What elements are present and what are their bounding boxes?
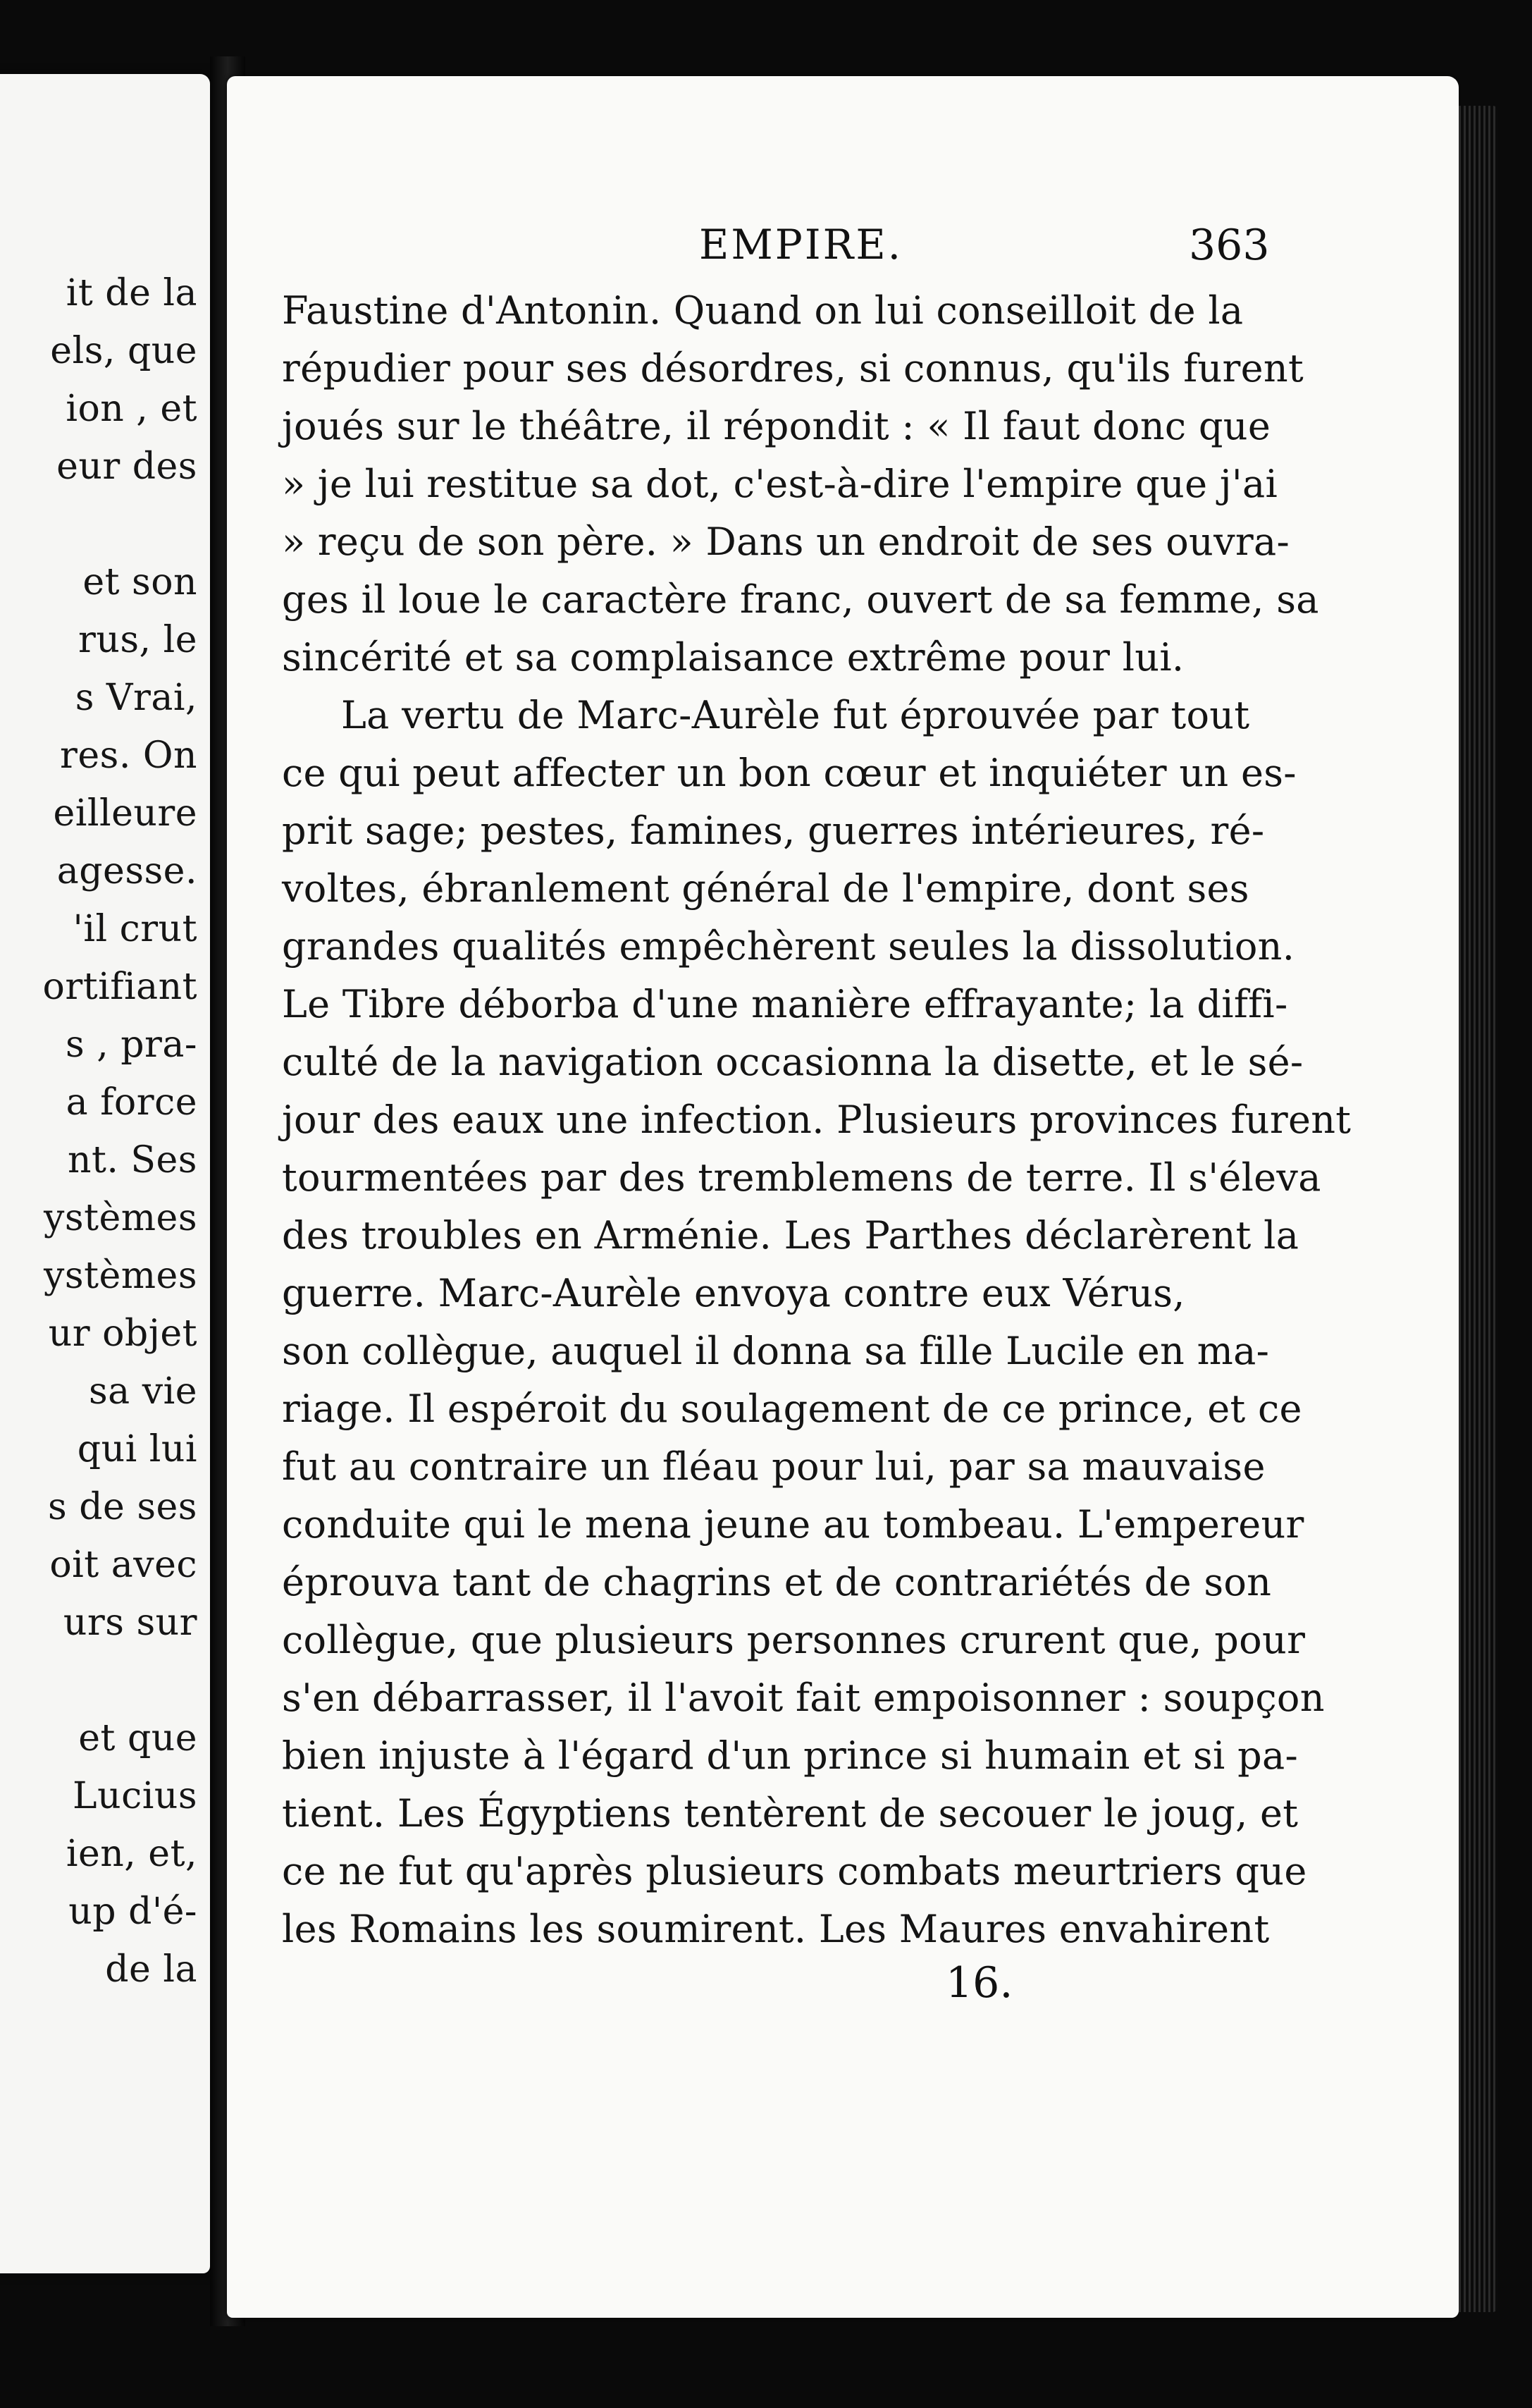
left-page-line: qui lui <box>77 1428 197 1470</box>
running-head: EMPIRE. <box>699 221 903 269</box>
text-line: Faustine d'Antonin. Quand on lui conseilloit de la <box>282 288 1244 333</box>
text-line: ce ne fut qu'après plusieurs combats meurtriers que <box>282 1849 1307 1893</box>
left-page-line: ion , et <box>66 388 197 430</box>
text-line: ce qui peut affecter un bon cœur et inquiéter un es- <box>282 751 1297 795</box>
left-page-line: up d'é- <box>68 1891 197 1933</box>
left-page-line: ystèmes <box>44 1255 197 1297</box>
left-page <box>0 74 210 2273</box>
left-page-line <box>43 1652 197 1709</box>
left-page-line: s Vrai, <box>75 677 197 719</box>
text-line: conduite qui le mena jeune au tombeau. L'empereur <box>282 1502 1304 1547</box>
left-page-line: Lucius <box>73 1775 197 1817</box>
page-header <box>227 221 1459 284</box>
text-line: prit sage; pestes, famines, guerres intérieures, ré- <box>282 809 1265 853</box>
left-page-line: ur objet <box>48 1313 197 1355</box>
left-page-line: eur des <box>56 446 197 488</box>
text-line: » reçu de son père. » Dans un endroit de ses ouvra- <box>282 520 1290 564</box>
text-line: Le Tibre déborba d'une manière effrayante; la diffi- <box>282 982 1288 1026</box>
text-line: guerre. Marc-Aurèle envoya contre eux Vérus, <box>282 1271 1185 1315</box>
page-edges <box>1459 106 1498 2312</box>
text-line: joués sur le théâtre, il répondit : « Il faut donc que <box>282 404 1271 448</box>
text-line: » je lui restitue sa dot, c'est-à-dire l'empire que j'ai <box>282 462 1278 506</box>
left-page-line: s , pra- <box>66 1024 197 1066</box>
left-page-line: els, que <box>50 330 197 372</box>
text-line: La vertu de Marc-Aurèle fut éprouvée par tout <box>341 693 1250 737</box>
text-line: riage. Il espéroit du soulagement de ce prince, et ce <box>282 1387 1302 1431</box>
text-line: sincérité et sa complaisance extrême pour lui. <box>282 635 1185 680</box>
page-number: 363 <box>1189 221 1270 270</box>
left-page-line: et que <box>78 1717 197 1759</box>
left-page-line: ien, et, <box>66 1833 197 1875</box>
left-page-line: res. On <box>60 735 197 777</box>
text-line: voltes, ébranlement général de l'empire, dont ses <box>282 866 1249 911</box>
left-page-line: ortifiant <box>42 966 197 1008</box>
left-page-line: oit avec <box>49 1544 197 1586</box>
text-line: les Romains les soumirent. Les Maures envahirent <box>282 1907 1270 1951</box>
left-page-line: sa vie <box>89 1370 197 1413</box>
signature-mark: 16. <box>946 1958 1013 2008</box>
body-text <box>282 282 1352 1958</box>
left-page-line: s de ses <box>48 1486 197 1528</box>
left-page-line: it de la <box>66 272 197 314</box>
text-line: collègue, que plusieurs personnes crurent que, pour <box>282 1618 1306 1662</box>
text-line: bien injuste à l'égard d'un prince si humain et si pa- <box>282 1733 1299 1778</box>
text-line: tourmentées par des tremblemens de terre. Il s'éleva <box>282 1155 1321 1200</box>
text-line: jour des eaux une infection. Plusieurs provinces furent <box>282 1098 1352 1142</box>
left-page-line: rus, le <box>78 619 197 661</box>
left-page-line: 'il crut <box>73 908 197 950</box>
left-page-line: urs sur <box>63 1602 197 1644</box>
left-page-line: nt. Ses <box>67 1139 197 1181</box>
text-line: des troubles en Arménie. Les Parthes déclarèrent la <box>282 1213 1299 1258</box>
text-line: s'en débarrasser, il l'avoit fait empoisonner : soupçon <box>282 1676 1325 1720</box>
left-page-line: eilleure <box>53 792 197 835</box>
text-line: éprouva tant de chagrins et de contrariétés de son <box>282 1560 1272 1604</box>
text-line: répudier pour ses désordres, si connus, qu'ils furent <box>282 346 1304 391</box>
right-page <box>227 76 1459 2318</box>
left-page-line: de la <box>105 1948 197 1991</box>
text-line: fut au contraire un fléau pour lui, par sa mauvaise <box>282 1444 1266 1489</box>
left-page-line <box>43 496 197 553</box>
left-page-line: a force <box>66 1081 197 1124</box>
text-line: son collègue, auquel il donna sa fille Lucile en ma- <box>282 1329 1270 1373</box>
left-page-line: ystèmes <box>44 1197 197 1239</box>
text-line: ges il loue le caractère franc, ouvert de sa femme, sa <box>282 577 1319 622</box>
left-page-line: agesse. <box>56 850 197 892</box>
left-page-text <box>43 264 197 1998</box>
left-page-line: et son <box>82 561 197 603</box>
text-line: tient. Les Égyptiens tentèrent de secouer le joug, et <box>282 1791 1299 1836</box>
text-line: grandes qualités empêchèrent seules la dissolution. <box>282 924 1295 969</box>
text-line: culté de la navigation occasionna la disette, et le sé- <box>282 1040 1304 1084</box>
